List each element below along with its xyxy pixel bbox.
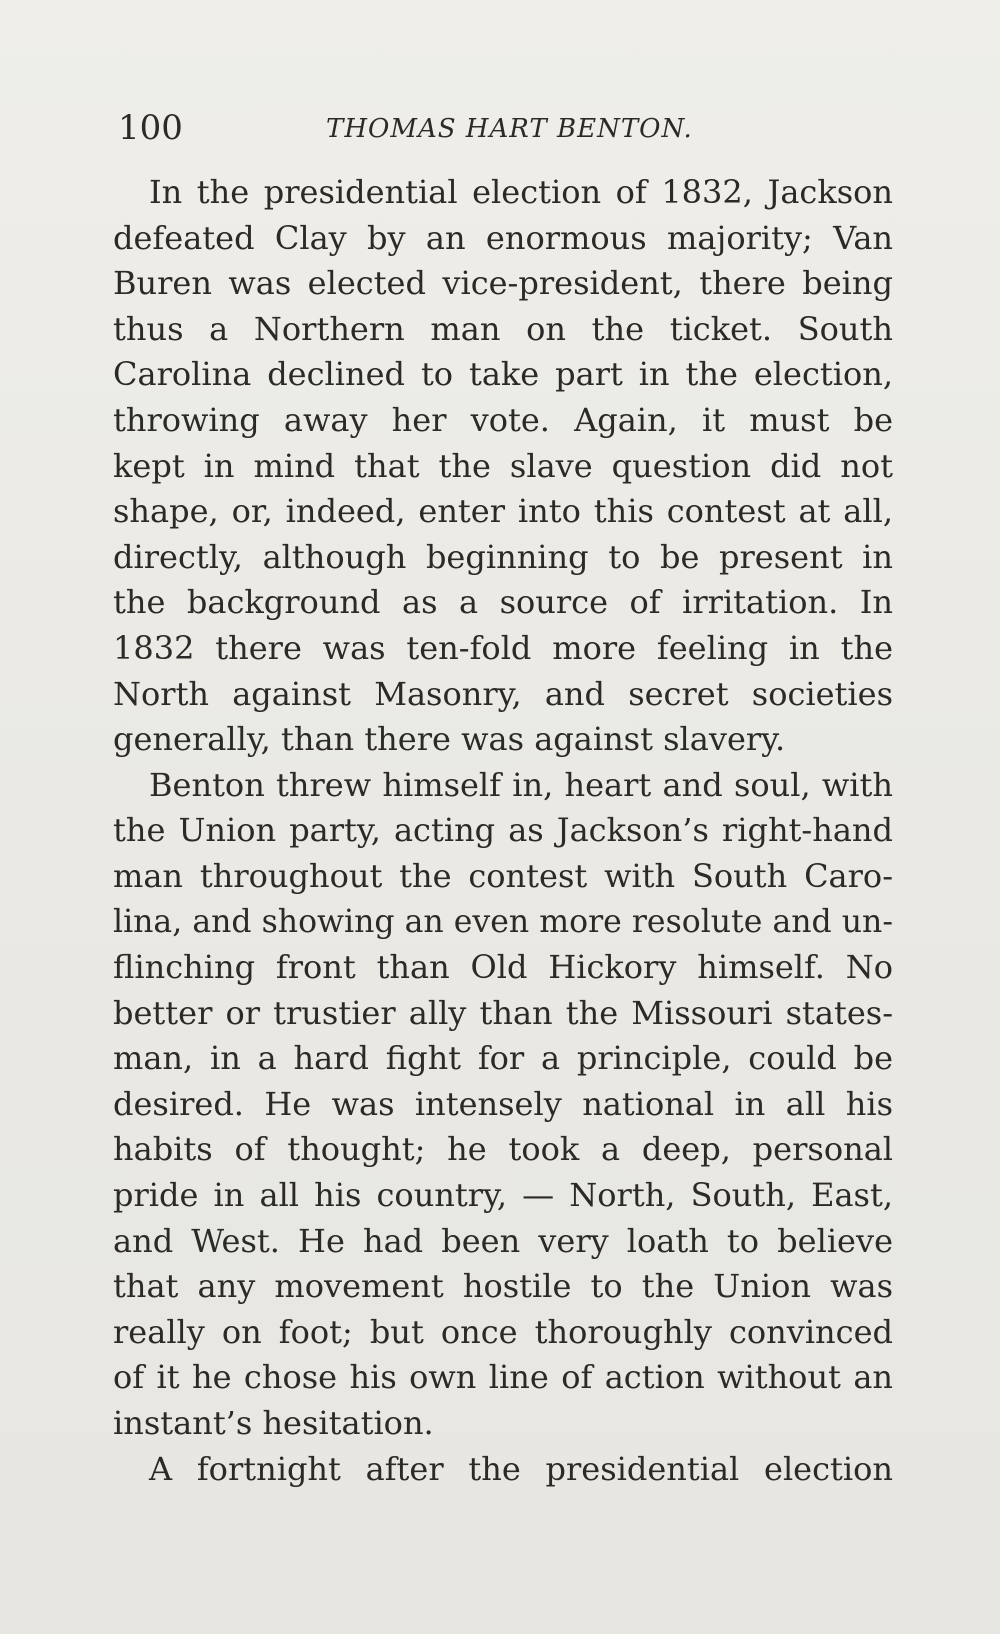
text-line: Benton threw himself in, heart and soul, with <box>149 765 893 804</box>
text-line: Carolina declined to take part in the election, <box>113 355 893 394</box>
text-line: habits of thought; he took a deep, personal <box>113 1130 893 1169</box>
text-line: directly, although beginning to be present in <box>113 537 893 576</box>
text-line: lina, and showing an even more resolute and un- <box>113 903 893 940</box>
text-line: A fortnight after the presidential election <box>149 1449 893 1488</box>
text-line: generally, than there was against slavery. <box>113 720 786 759</box>
text-line: In the presidential election of 1832, Jackson <box>149 173 893 211</box>
text-line: man throughout the contest with South Caro- <box>113 856 893 895</box>
text-line: instant’s hesitation. <box>113 1404 434 1443</box>
text-line: the background as a source of irritation. In <box>113 583 893 622</box>
text-line: thus a Northern man on the ticket. South <box>113 309 893 348</box>
paragraph-1 <box>113 170 893 763</box>
text-line: shape, or, indeed, enter into this contest at all, <box>113 492 893 531</box>
text-line: 1832 there was ten-fold more feeling in the <box>113 628 893 667</box>
text-line: pride in all his country, — North, South, East, <box>113 1176 893 1215</box>
text-line: North against Masonry, and secret societies <box>113 674 893 713</box>
text-line: Buren was elected vice-president, there being <box>113 264 893 303</box>
text-line: throwing away her vote. Again, it must be <box>113 400 893 439</box>
text-line: and West. He had been very loath to believe <box>113 1221 893 1260</box>
text-line: man, in a hard fight for a principle, could be <box>113 1039 893 1078</box>
page-header <box>118 108 898 148</box>
text-line: better or trustier ally than the Missouri states- <box>113 993 893 1032</box>
paragraph-2 <box>113 763 893 1447</box>
paragraph-3 <box>113 1447 893 1493</box>
text-line: desired. He was intensely national in all his <box>113 1084 893 1123</box>
text-line: that any movement hostile to the Union was <box>113 1267 893 1306</box>
text-line: really on foot; but once thoroughly convinced <box>113 1312 893 1351</box>
running-title: THOMAS HART BENTON. <box>326 114 693 144</box>
text-line: flinching front than Old Hickory himself. No <box>113 948 893 987</box>
body-text <box>113 170 893 1492</box>
page-number: 100 <box>118 108 183 148</box>
text-line: kept in mind that the slave question did not <box>113 446 893 485</box>
text-line: the Union party, acting as Jackson’s right-hand <box>113 811 893 850</box>
text-line: of it he chose his own line of action without an <box>113 1358 893 1397</box>
text-line: defeated Clay by an enormous majority; Van <box>113 218 893 257</box>
